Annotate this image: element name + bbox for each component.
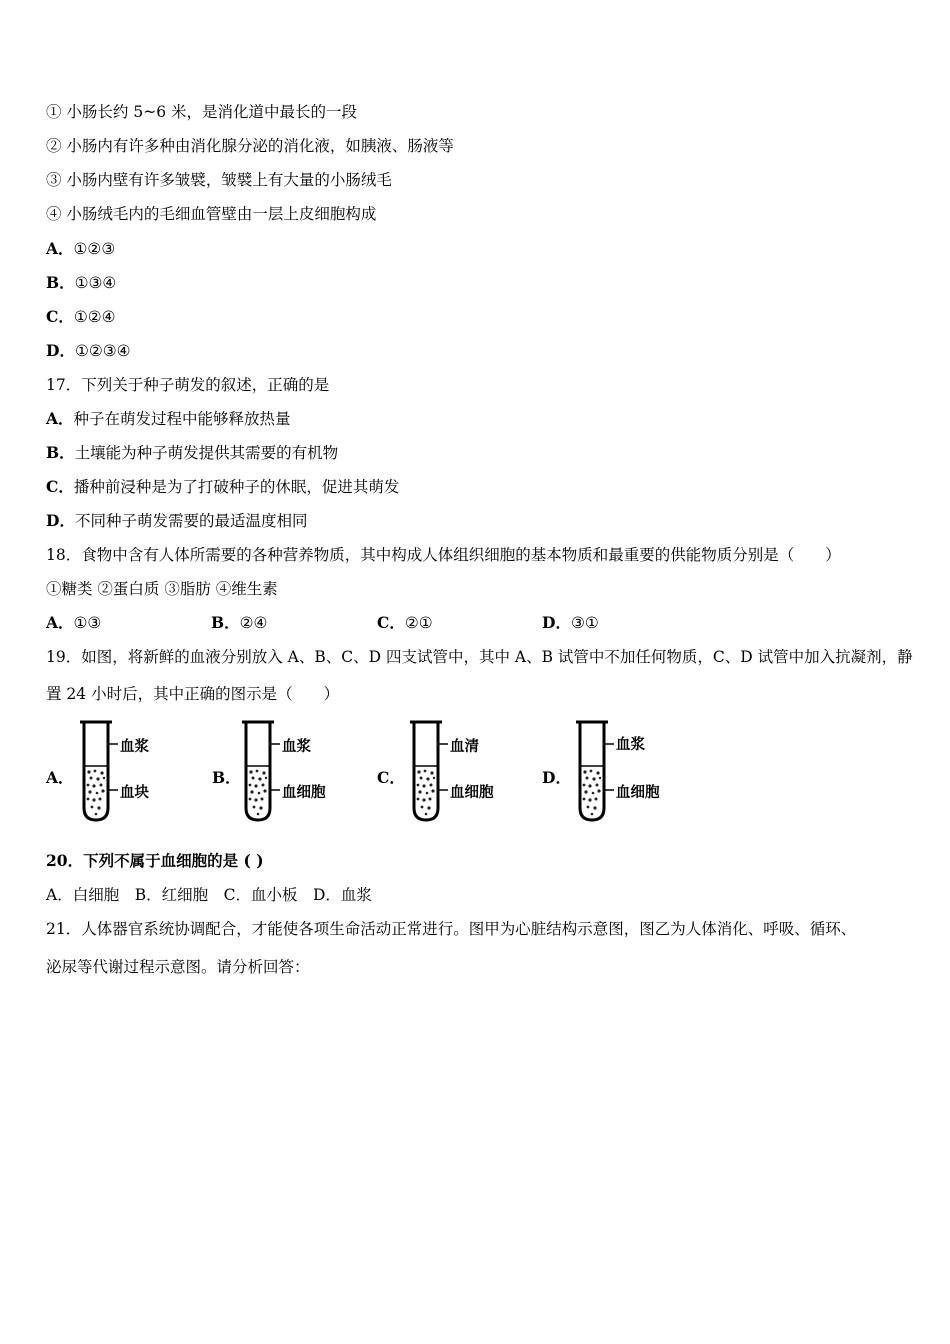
q17-option-b (46, 443, 338, 463)
option-text: 种子在萌发过程中能够释放热量 (73, 410, 291, 428)
q19-stem-line-1: 19．如图，将新鲜的血液分别放入 A、B、C、D 四支试管中，其中 A、B 试管中不加任何物质，C、D 试管中加入抗凝剂，静 (46, 648, 913, 666)
q17-option-d (46, 511, 307, 531)
q18-option-c (377, 613, 433, 633)
tube-d-letter: D． (542, 768, 571, 787)
q16-option-b (46, 273, 116, 293)
q18-items: ①糖类 ②蛋白质 ③脂肪 ④维生素 (46, 580, 278, 598)
q18-option-b (211, 613, 267, 633)
option-text: ②④ (239, 614, 268, 632)
tube-a-icon (78, 718, 118, 824)
q16-option-d (46, 341, 131, 361)
q18-stem: 18．食物中含有人体所需要的各种营养物质，其中构成人体组织细胞的基本物质和最重要的供能物质分别是（ ） (46, 546, 841, 564)
option-text: ①③④ (74, 274, 117, 292)
option-text: ①②③ (73, 240, 116, 258)
q18-options-row (46, 613, 646, 633)
q16-item-1: ① 小肠长约 5~6 米，是消化道中最长的一段 (46, 103, 357, 121)
option-text: ②① (404, 614, 433, 632)
q20-options: A．白细胞 B．红细胞 C．血小板 D．血浆 (46, 886, 372, 904)
option-label: C． (46, 477, 74, 496)
tube-a-bottom-label: 血块 (120, 784, 149, 801)
q20-stem: 20．下列不属于血细胞的是 ( ) (46, 851, 264, 870)
tube-b-letter: B． (212, 768, 241, 787)
option-label: C． (46, 307, 74, 326)
q21-stem-line-1: 21．人体器官系统协调配合，才能使各项生命活动正常进行。图甲为心脏结构示意图，图乙为人体消化、呼吸、循环、 (46, 920, 857, 938)
q21-stem-line-2: 泌尿等代谢过程示意图。请分析回答： (46, 958, 310, 976)
tube-b-top-label: 血浆 (282, 738, 311, 755)
q19-stem-line-2: 置 24 小时后，其中正确的图示是（ ） (46, 685, 340, 703)
tube-b-bottom-label: 血细胞 (282, 784, 326, 801)
tube-d-top-label: 血浆 (616, 736, 645, 753)
option-text: 播种前浸种是为了打破种子的休眠，促进其萌发 (73, 478, 400, 496)
tube-b-icon (240, 718, 280, 824)
q16-item-4: ④ 小肠绒毛内的毛细血管壁由一层上皮细胞构成 (46, 205, 377, 223)
option-label: D． (46, 511, 75, 530)
q18-option-a (46, 613, 101, 633)
tube-c-icon (408, 718, 448, 824)
tube-c-bottom-label: 血细胞 (450, 784, 494, 801)
option-text: ①②③④ (74, 342, 131, 360)
tube-a-top-label: 血浆 (120, 738, 149, 755)
q17-option-c (46, 477, 399, 497)
tube-c-letter: C． (377, 768, 405, 787)
q17-stem: 17．下列关于种子萌发的叙述，正确的是 (46, 376, 330, 394)
option-text: ①②④ (73, 308, 116, 326)
option-label: D． (46, 341, 75, 360)
tube-d-bottom-label: 血细胞 (616, 784, 660, 801)
q16-option-c (46, 307, 116, 327)
option-text: ①③ (73, 614, 102, 632)
q16-option-a (46, 239, 115, 259)
option-text: 土壤能为种子萌发提供其需要的有机物 (74, 444, 339, 462)
option-text: 不同种子萌发需要的最适温度相同 (74, 512, 308, 530)
option-label: B． (46, 443, 75, 462)
tube-d-icon (574, 718, 614, 824)
q17-option-a (46, 409, 291, 429)
q18-option-d (542, 613, 599, 633)
option-text: ③① (570, 614, 599, 632)
option-label: A． (46, 409, 74, 428)
q16-item-3: ③ 小肠内壁有许多皱襞，皱襞上有大量的小肠绒毛 (46, 171, 392, 189)
tube-a-letter: A． (46, 768, 74, 787)
option-label: B． (46, 273, 75, 292)
option-label: A． (46, 239, 74, 258)
tube-c-top-label: 血清 (450, 738, 479, 755)
q16-item-2: ② 小肠内有许多种由消化腺分泌的消化液，如胰液、肠液等 (46, 137, 454, 155)
option-label: A． (46, 613, 74, 632)
option-label: D． (542, 613, 571, 632)
option-label: C． (377, 613, 405, 632)
option-label: B． (211, 613, 240, 632)
